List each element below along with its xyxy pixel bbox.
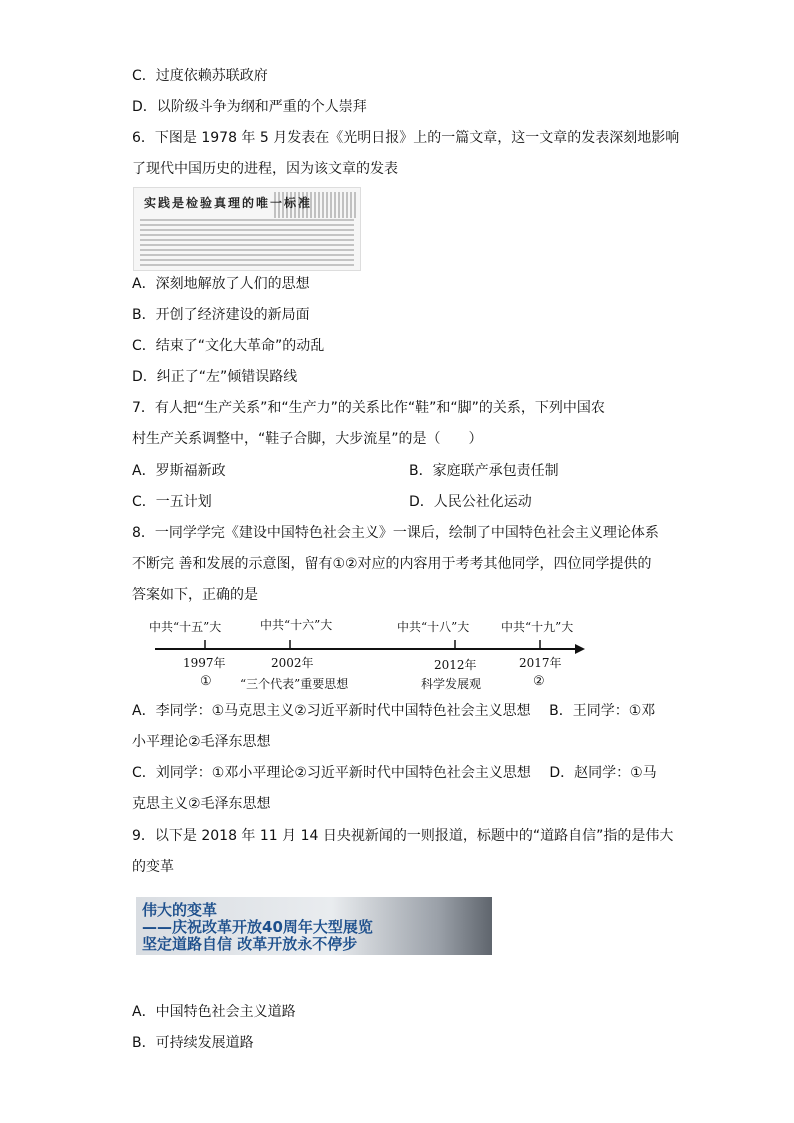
q7-stem-line1: 7．有人把“生产关系”和“生产力”的关系比作“鞋”和“脚”的关系，下列中国农 — [132, 400, 605, 416]
q7-stem-line2: 村生产关系调整中，“鞋子合脚，大步流星”的是（ ） — [132, 431, 483, 447]
timeline-year-2012: 2012年 — [434, 658, 477, 672]
q9-option-b: B．可持续发展道路 — [132, 1035, 254, 1051]
q9-stem-line1: 9．以下是 2018 年 11 月 14 日央视新闻的一则报道，标题中的“道路自信”指的是伟大 — [132, 828, 674, 844]
banner-slogan: 坚定道路自信 改革开放永不停步 — [142, 935, 358, 953]
timeline-blank-1: ① — [200, 674, 212, 689]
newspaper-body-text — [140, 218, 354, 266]
q8-stem-line3: 答案如下，正确的是 — [132, 587, 258, 603]
q6-option-b: B．开创了经济建设的新局面 — [132, 307, 310, 323]
q6-stem-line2: 了现代中国历史的进程，因为该文章的发表 — [132, 161, 398, 177]
timeline-blank-2: ② — [533, 674, 545, 689]
q8-stem-line2: 不断完 善和发展的示意图，留有①②对应的内容用于考考其他同学，四位同学提供的 — [132, 556, 652, 572]
q6-option-a: A．深刻地解放了人们的思想 — [132, 276, 310, 292]
timeline-year-1997: 1997年 — [183, 656, 226, 670]
q9-option-a: A．中国特色社会主义道路 — [132, 1004, 296, 1020]
q8-option-a-line2: 小平理论②毛泽东思想 — [132, 734, 271, 750]
timeline-scientific-development: 科学发展观 — [421, 677, 482, 691]
q9-stem-line2: 的变革 — [132, 859, 174, 875]
q5-option-c: C．过度依赖苏联政府 — [132, 68, 268, 84]
newspaper-headline: 实践是检验真理的唯一标准 — [144, 196, 313, 210]
timeline-congress-15: 中共“十五”大 — [149, 620, 222, 634]
q7-option-d: D．人民公社化运动 — [409, 494, 532, 510]
q7-option-b: B．家庭联产承包责任制 — [409, 463, 559, 479]
q8-option-a-line1: A．李同学：①马克思主义②习近平新时代中国特色社会主义思想 B．王同学：①邓 — [132, 703, 656, 719]
timeline-three-represents: “三个代表”重要思想 — [240, 677, 349, 691]
q8-option-c-line2: 克思主义②毛泽东思想 — [132, 796, 271, 812]
banner-subtitle: ——庆祝改革开放40周年大型展览 — [142, 918, 373, 936]
timeline-year-2017: 2017年 — [519, 656, 562, 670]
q5-option-d: D．以阶级斗争为纲和严重的个人崇拜 — [132, 99, 367, 115]
q6-option-c: C．结束了“文化大革命”的动乱 — [132, 338, 325, 354]
q7-option-a: A．罗斯福新政 — [132, 463, 226, 479]
theory-timeline-diagram — [145, 612, 595, 692]
timeline-congress-16: 中共“十六”大 — [260, 618, 333, 632]
q8-stem-line1: 8．一同学学完《建设中国特色社会主义》一课后，绘制了中国特色社会主义理论体系 — [132, 525, 659, 541]
timeline-year-2002: 2002年 — [271, 656, 314, 670]
news-banner-image — [136, 897, 492, 955]
q6-option-d: D．纠正了“左”倾错误路线 — [132, 369, 298, 385]
newspaper-article-image — [133, 187, 361, 271]
q7-option-c: C．一五计划 — [132, 494, 212, 510]
q8-option-c-line1: C．刘同学：①邓小平理论②习近平新时代中国特色社会主义思想 D．赵同学：①马 — [132, 765, 657, 781]
timeline-congress-18: 中共“十八”大 — [397, 620, 470, 634]
q6-stem-line1: 6．下图是 1978 年 5 月发表在《光明日报》上的一篇文章，这一文章的发表深刻地影响 — [132, 130, 680, 146]
banner-title: 伟大的变革 — [142, 901, 218, 919]
timeline-congress-19: 中共“十九”大 — [501, 620, 574, 634]
